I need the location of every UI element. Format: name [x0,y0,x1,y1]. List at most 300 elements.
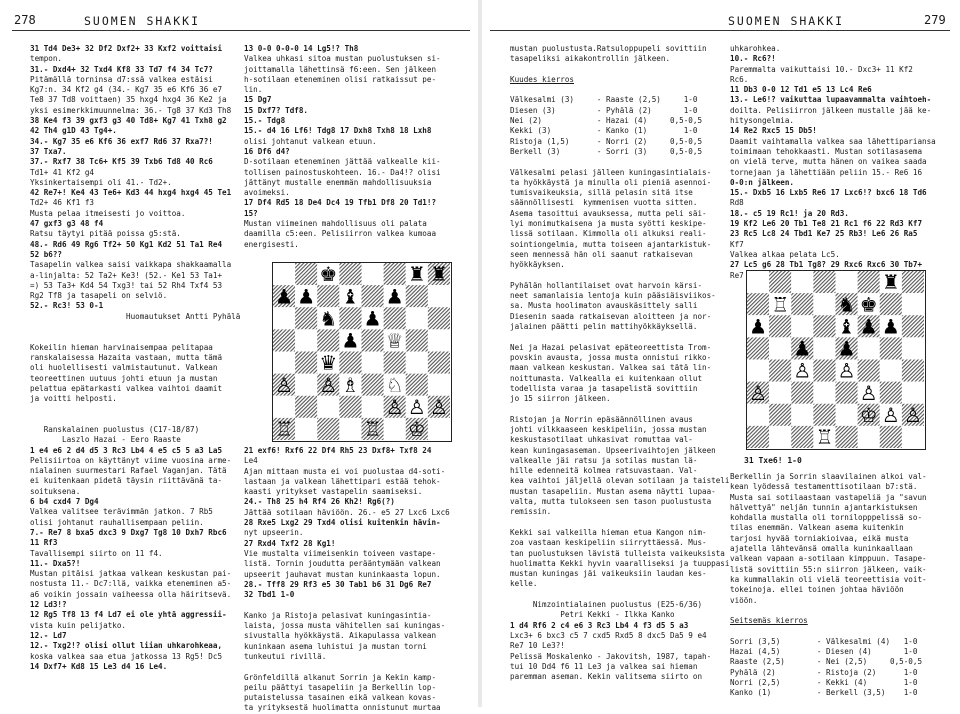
text-line: Ristojan ja Norrin epäsäännöllinen avaus [510,414,693,424]
board-square [902,337,924,359]
text-line: ajatella lähtevänsä omalla kuninkaallaan [730,544,913,554]
board-square [836,271,858,293]
text-line: Pitämällä torninsa d7:ssä valkea estäisi [30,74,213,84]
text-line: valkean vapaan a-sotilaan kimppuun. Tasape- [730,554,927,564]
chess-piece [430,396,448,419]
board-square [362,396,384,418]
chess-piece [275,374,293,397]
chess-piece [319,307,337,330]
text-line: 34.- Kg7 35 e6 Kf6 36 exf7 Rd6 37 Rxa7?! [30,136,213,146]
board-square [339,307,361,329]
board-square [317,418,339,440]
text-line: koska valkea saa etua jatkossa 13 Rg5! Dc5 [30,651,223,661]
board-square [791,382,813,404]
board-square [428,329,450,351]
text-line: Le4 [244,456,258,466]
text-line: hyökkäyksen. [510,260,565,270]
text-line: lyi monimutkaisena ja musta syötti keskipe- [510,219,707,229]
text-line [730,606,952,616]
text-line [30,322,236,332]
text-line: 15.- Dxb5 16 Lxb5 Re6 17 Lxc6!? bxc6 18 Td6 [730,188,927,198]
chess-piece [749,382,767,405]
board-square [428,374,450,396]
text-line: jalainen päätti pelin mattihyökkäyksellä. [510,322,698,332]
text-line: Re7 10 Le3?! [510,641,565,651]
board-square [428,418,450,440]
text-line: tempon. [30,54,63,64]
text-column-4b [730,472,952,702]
chess-piece [860,404,878,427]
text-line: tui 10 Dd4 f6 11 Le3 ja valkea sai hieman [510,661,698,671]
text-line: Kf7 [730,239,744,249]
chess-piece [275,418,293,441]
board-square [769,382,791,404]
text-line: 48.- Rd6 49 Rg6 Tf2+ 50 Kg1 Kd2 51 Ta1 Re4 [30,239,223,249]
text-column-4a [730,44,952,284]
text-line: Daamit vaihtamalla valkea saa lähettipariansa [730,136,936,146]
text-line: putaistelussa tasainen eikä valkean kovas- [244,693,437,703]
board-square [317,329,339,351]
board-square [858,360,880,382]
text-line: 14 Dxf7+ Kd8 15 Le3 d4 16 Le4. [30,661,168,671]
text-line: hille edenneitä kolmea ratsuvastaan. Val- [510,466,698,476]
text-line: 18.- c5 19 Rc1! ja 20 Rd3. [730,208,849,218]
text-line: Pyhälän hollantilaiset ovat harvoin kärsi- [510,280,703,290]
right-page [480,0,960,707]
text-line: lissä sotilaan. Kimmolla oli alkuksi reali- [510,229,707,239]
text-line: Nei (2) - Hazai (4) 0,5-0,5 [510,116,703,126]
text-line: 19 Kf2 Le6 20 Tb1 Te8 21 Rc1 f6 22 Rd3 Kf7 [730,219,923,229]
text-line: zoa vastaan keskipeliin siirryttäessä. Mus- [510,538,707,548]
board-square [428,352,450,374]
board-square [858,271,880,293]
text-line: 14 Re2 Rxc5 15 Db5! [730,126,817,136]
chess-piece [386,330,404,353]
text-line: tollisen painostuskohteen. 16.- Da4!? olisi [244,167,441,177]
text-line: povskin avausta, jossa musta onnistui rikko- [510,352,712,362]
text-line: Valkea valitsee terävimmän jatkon. 7 Rb5 [30,507,213,517]
text-line: Jättää sotilaan häviöön. 26.- e5 27 Lxc6 Lxc6 [244,507,450,517]
text-line: kean lyödessä testamenttisotilaan b7:stä. [730,482,918,492]
board-square [295,374,317,396]
board-square [406,329,428,351]
text-line [510,85,722,95]
board-square [406,285,428,307]
board-square [362,374,384,396]
board-square [836,426,858,448]
board-square [384,418,406,440]
text-line [510,332,722,342]
text-line: kelle. [510,579,538,589]
chess-piece [793,360,811,383]
text-line: 15? [244,208,258,218]
chess-piece [860,315,878,338]
text-line: Rd8 [730,198,744,208]
board-square [317,285,339,307]
header-rule [490,30,950,31]
board-square [273,396,295,418]
text-line: Rg2 Tf8 ja tasapeli on selviö. [30,291,168,301]
text-line: upseerit jauhavat mustan kuninkaasta lopun. [244,569,441,579]
chess-piece [838,338,856,361]
text-line: 52 b6?? [30,249,63,259]
text-line: 31 Td4 De3+ 32 Df2 Dxf2+ 33 Kxf2 voittaisi [30,44,223,53]
board-square [362,285,384,307]
text-line: valkealle jäi ratsu ja sotilas mustan lä- [510,455,698,465]
text-line: Laszlo Hazai - Eero Raaste [30,435,181,445]
text-line: todellista varaa ja tasapelistä sovittiin [510,383,698,393]
board-square [769,360,791,382]
text-line [244,662,474,672]
board-square [813,337,835,359]
chess-piece [342,330,360,353]
text-line [730,626,952,636]
text-line: 47 gxf3 g3 48 f4 [30,219,104,229]
board-square [902,293,924,315]
text-line: 17 Df4 Rd5 18 De4 Dc4 19 Tfb1 Df8 20 Td1!? [244,198,437,208]
text-line: sivustalla hyökkäystä. Aikapulassa valkean [244,631,437,641]
text-line: kea vaihtoi jäljellä olevan sotilaan ja taisteli [510,476,730,486]
text-line: daamilla c5:een. Pelisiirron valkea kumoaa [244,229,437,239]
text-line: 37 Txa7. [30,146,67,156]
text-line: Ratsu täytyi pitää poissa g5:stä. [30,229,181,239]
text-line: Välkesalmi (3) - Raaste (2,5) 1-0 [510,95,698,105]
text-line: tan puolustuksen lävistä tulleista vaikeuksista [510,548,725,558]
text-line: uhkarohkea. [730,44,781,53]
board-square [791,426,813,448]
board-square [273,307,295,329]
board-square [362,263,384,285]
board-square [813,293,835,315]
text-line: lastaan ja valkean lähettipari estää tehok- [244,476,441,486]
text-line: 32 Tbd1 1-0 [244,590,295,600]
board-square [769,315,791,337]
text-line [510,518,722,528]
text-line: Ranskalainen puolustus (C17-18/87) [30,424,200,434]
text-line: Berkellin ja Sorrin slaavilainen alkoi val- [730,472,927,481]
board-square [747,337,769,359]
text-line: laista, jossa musta vähitellen sai kuningas- [244,621,446,631]
text-line: 42 Th4 g1D 43 Tg4+. [30,126,117,136]
text-line: 27 Rxd4 Txf2 28 Kg1! [244,538,336,548]
text-line: h-sotilaan eteneminen olisi ratkaissut pe- [244,74,437,84]
text-line: ta hyökkäystä ja minulla oli pieniä asennoi- [510,177,712,187]
text-line: 15.- d4 16 Lf6! Tdg8 17 Dxh8 Txh8 18 Lxh8 [244,126,432,136]
chess-piece [882,271,900,294]
text-line: Re7 [730,270,744,280]
text-line: kohdalla mustalla oli tornilopppelissä so- [730,513,923,523]
board-square [295,396,317,418]
board-square [295,418,317,440]
board-square [902,271,924,293]
text-line [30,332,236,342]
board-square [273,263,295,285]
text-line: 27 Lc5 g6 28 Tb1 Tg8? 29 Rxc6 Rxc6 30 Tb7+ [730,260,923,270]
text-line: 15 Dg7 [244,95,272,105]
text-line: a-linjalta: 52 Ta2+ Ke3! (52.- Ke1 53 Ta1+ [30,270,223,280]
text-line: Kanko ja Ristoja pelasivat kuningasintia- [244,610,432,620]
text-line: ranskalaisessa Hazaita vastaan, mutta tämä [30,352,223,362]
text-line: ta yrityksestä huolimatta onnistunut murtaa [244,703,441,713]
text-line: D-sotilaan eteneminen jättää valkealle kii- [244,157,441,167]
chess-piece [342,285,360,308]
text-line: 42 Re7+! Ke4 43 Te6+ Kd3 44 hxg4 hxg4 45 Te1 [30,188,232,198]
text-line [510,404,722,414]
text-line: lin. [244,85,263,95]
text-line: olisi johtanut rauhallisempaan peliin. [30,517,204,527]
text-line: Grönfeldillä alkanut Sorrin ja Kekin kamp- [244,672,437,682]
chess-piece [771,293,789,316]
text-line: 11 Rf3 [30,538,58,548]
text-line: kuninkaan asema luhistui ja mustan torni [244,641,427,651]
chessboard-icon [747,271,924,448]
text-line: 12.- Txg2!? olisi ollut liian uhkarohkeaa, [30,641,223,651]
text-line: 1 e4 e6 2 d4 d5 3 Rc3 Lb4 4 e5 c5 5 a3 La5 [30,445,223,455]
text-line: Kuudes kierros [510,74,575,84]
text-line: Hazai (4,5) - Diesen (4) 1-0 [730,647,918,657]
text-line [244,600,474,610]
board-square [836,404,858,426]
text-line: viöön. [730,595,758,605]
text-line: 10.- Rc6?! [730,54,776,64]
board-square [273,329,295,351]
board-square [406,374,428,396]
text-line: 12 Rg5 Tf8 13 f4 Ld7 ei ole yhtä aggressii- [30,610,227,620]
text-line: säännöllisesti kymmenisen vuotta sitten. [510,198,698,208]
page-number: 279 [924,13,946,27]
text-column-2 [244,44,474,259]
text-line: 16 Df6 d4? [244,146,290,156]
board-square [813,404,835,426]
text-line: Td2+ 46 Kf1 f3 [30,198,95,208]
text-line: 28.- Tff8 29 Rf3 e5 30 Tab1 b6 31 Dg6 Re7 [244,579,432,589]
text-line: Ristoja (1,5) - Norri (2) 0,5-0,5 [510,136,703,146]
text-line: valta, mutta tulokseen sen tason puolustusta [510,497,712,507]
text-line: Petri Kekki - Ilkka Kanko [510,610,675,620]
chess-piece [386,374,404,397]
text-line: 12.- Ld7 [30,630,67,640]
chess-piece [319,374,337,397]
text-line: nialainen suurmestari Rafael Vaganjan. Tätä [30,466,227,476]
text-line: jo 15 siirron jälkeen. [510,394,611,404]
text-line: Norri (2,5) - Kekki (4) 1-0 [730,677,918,687]
chess-piece [408,396,426,419]
text-line: 0-0:n jälkeen. [730,177,795,187]
chess-diagram [272,262,452,442]
board-square [747,293,769,315]
board-square [339,263,361,285]
board-square [295,307,317,329]
text-line: a6 voikin jossain vaiheessa olla häiritsevä. [30,589,232,599]
board-square [384,263,406,285]
board-square [747,426,769,448]
text-line: 15.- Tdg8 [244,116,286,126]
text-line: Sorri (3,5) - Välkesalmi (4) 1-0 [730,636,918,646]
chess-diagram [746,270,926,450]
chess-piece [816,426,834,449]
text-line: pelattua epätarkasti valkea vaihtoi daamit [30,383,223,393]
text-line: keskustasotilaat uhkasivat romuttaa val- [510,435,693,445]
text-line: nyt upseerin. [244,528,304,538]
page-number: 278 [14,13,36,27]
board-square [769,426,791,448]
text-line: Pelissä Moskalenko - Jakovitsh, 1987, tapah- [510,651,712,661]
chess-piece [364,307,382,330]
text-line: peilu päättyi tasapeliin ja Berkellin lop- [244,682,437,692]
text-line: Musta pelaa itmeisesti jo voittoa. [30,208,186,218]
text-line: =) 53 Ta3+ Kd4 54 Txg3! tai 52 Rh4 Txf4 53 [30,280,223,290]
board-square [406,352,428,374]
text-line: kaasti yritykset vastapelin saamiseksi. [244,487,423,497]
text-line: joittamalla lähettinsä f6:een. Sen jälkeen [244,64,437,74]
board-square [858,337,880,359]
board-square [902,360,924,382]
board-square [813,315,835,337]
board-square [339,396,361,418]
text-line: toimimaan tehokkaasti. Mustan sotilasasema [730,146,923,156]
running-head: SUOMEN SHAKKI [728,14,845,28]
chess-piece [297,285,315,308]
text-line: mustan kuningas jäi vaikeuksiin laudan kes- [510,569,707,579]
text-line: Nimzointialainen puolustus (E25-6/36) [510,600,703,610]
text-line: 6 b4 cxd4 7 Dg4 [30,497,99,507]
diagram-caption: 31 Txe6! 1-0 [744,456,802,465]
text-line: Kekki sai valkeilla hieman etua Kangon nim- [510,527,707,537]
board-square [362,352,384,374]
text-line: 11.- Dxa5?! [30,558,81,568]
board-square [295,352,317,374]
text-line: ja voitti helposti. [30,394,117,404]
text-line: 37.- Rxf7 38 Tc6+ Kf5 39 Txb6 Td8 40 Rc6 [30,157,213,167]
chessboard-icon [273,263,450,440]
chess-piece [838,360,856,383]
text-line: Yksinkertaisempi oli 41.- Td2+. [30,177,172,187]
text-column-1 [30,44,241,694]
chess-piece [838,293,856,316]
text-line: tunkeutui rivillä. [244,651,327,661]
chess-piece [838,315,856,338]
text-line: Te8 37 Td8 voittaen) 35 hxg4 hxg4 36 Ke2 ja [30,95,227,105]
text-line: Berkell (3) - Sorri (3) 0,5-0,5 [510,146,703,156]
board-square [384,352,406,374]
chess-piece [319,263,337,286]
text-line [30,415,236,425]
text-line: Kokeilin hieman harvinaisempaa pelitapaa [30,342,213,352]
text-line: remissin. [510,507,552,517]
header-rule [12,30,470,31]
text-line: 23 Rc5 Lc8 24 Tbd1 Ke7 25 Rb3! Le6 26 Ra5 [730,229,918,239]
text-line: Td1+ 41 Kf2 g4 [30,167,95,177]
text-line: Asema tasoittui avauksessa, mutta peli säi- [510,208,707,218]
board-square [406,307,428,329]
text-line: 13 0-0 0-0-0 14 Lg5!? Th8 [244,44,359,53]
left-page [0,0,480,713]
chess-piece [749,315,767,338]
text-line: sointiongelmia, mutta toiseen ajantarkistuk- [510,239,712,249]
text-line: 15 Dxf7? Tdf8. [244,105,309,115]
text-line: Raaste (2,5) - Nei (2,5) 0,5-0,5 [730,657,923,667]
text-line: huolimatta Kekki hyvin vaaralliseksi ja tuuppasi [510,558,730,568]
text-line: tarjosi hyvää torniakioivaa, eikä musta [730,533,913,543]
text-line: Kekki (3) - Kanko (1) 1-0 [510,126,698,136]
board-square [769,271,791,293]
text-line: tornejaan ja lähettiään peliin 15.- Re6 16 [730,167,923,177]
text-column-2b [244,446,474,713]
text-line: maan valkean keskustan. Valkea sai tätä lin- [510,363,712,373]
running-head: SUOMEN SHAKKI [84,14,201,28]
text-line: Kg7:n. 34 Kf2 g4 (34.- Kg7 35 e6 Kf6 36 e7 [30,85,223,95]
board-square [813,382,835,404]
text-line: 52.- Rc3! 53 0-1 [30,301,104,311]
text-line: 13.- Le6!? vaikuttaa lupaavammalta vaihtoeh- [730,95,932,105]
chess-piece [793,338,811,361]
text-line: mustan puolustusta.Ratsuloppupeli sovittiin [510,44,707,53]
text-line: Rc6. [730,74,749,84]
text-line: hälvettyä" neljän tunnin ajantarkistuksen [730,502,918,512]
text-line: oli huolellisesti valmistautunut. Valkean [30,363,218,373]
chess-piece [342,374,360,397]
text-line: Valkea alkaa pelata Lc5. [730,249,840,259]
text-line: tasapeliksi aikakontrollin jälkeen. [510,54,671,64]
text-line: Tasapelin valkea saisi vaikkapa shakkaamalla [30,260,232,270]
board-square [769,404,791,426]
text-line: Valkea uhkasi sitoa mustan puolustuksen si- [244,54,441,64]
board-square [791,293,813,315]
text-line: paremman aseman. Kekin valitsema siirto on [510,672,703,682]
text-line: Diesenin saada ratkaisevan aloitteen ja nor- [510,311,712,321]
board-square [902,426,924,448]
board-square [339,418,361,440]
text-line: 21 exf6! Rxf6 22 Df4 Rh5 23 Dxf8+ Txf8 24 [244,446,432,455]
text-line: noittumasta. Valkealla ei kuitenkaan ollut [510,373,703,383]
text-line: Pelisiirtoa on käyttänyt viime vuosina arme- [30,455,232,465]
text-line: neet samanlaisia lentoja kuin pääsiäisviikos- [510,291,716,301]
text-line [510,271,722,281]
text-line: Paremmalta vaikuttaisi 10.- Dxc3+ 11 Kf2 [730,64,913,74]
text-line: Mustan viimeinen mahdollisuus oli palata [244,219,427,229]
board-square [858,426,880,448]
text-line: mustan tasapeliin. Mustan asema näytti lupaa- [510,486,716,496]
text-line: avoimeksi. [244,188,290,198]
chess-piece [904,404,922,427]
text-line: Tavallisempi siirto on 11 f4. [30,548,163,558]
text-line: vista kuin pelijatko. [30,620,127,630]
text-line: Lxc3+ 6 bxc3 c5 7 cxd5 Rxd5 8 dxc5 Da5 9 e4 [510,630,707,640]
board-square [339,352,361,374]
text-line [30,404,236,414]
board-square [769,337,791,359]
text-line: 31.- Dxd4+ 32 Txd4 Kf8 33 Td7 f4 34 Tc7? [30,64,213,74]
text-line: 28 Rxe5 Lxg2 29 Txd4 olisi kuitenkin hävin- [244,518,441,528]
board-square [362,329,384,351]
board-square [791,315,813,337]
text-line: nostusta 11.- Dc7:llä, vaikka eteneminen a5- [30,579,232,589]
board-square [880,293,902,315]
text-line: tumisvaikeuksia, sillä pelasin sitä itse [510,188,693,198]
text-line: yksi esimerkkimuunnelma: 36.- Tg8 37 Kd3 Th8 [30,105,232,115]
text-line: listä sovittiin 55:n siirron jälkeen, vaik- [730,564,927,574]
text-line: 12 Ld3!? [30,600,67,610]
board-square [902,315,924,337]
text-line: Musta sai sotilaastaan vastapeliä ja "savun [730,492,927,502]
board-square [428,307,450,329]
text-line: 38 Ke4 f3 39 gxf3 g3 40 Td8+ Kg7 41 Txh8 g2 [30,116,227,126]
text-column-3 [510,44,730,694]
text-line: jättänyt mustalle enemmän mahdollisuuksia [244,177,432,187]
text-line: johti vilkkaaseen keskipeliin, jossa mustan [510,424,707,434]
chess-piece [408,418,426,441]
board-square [273,352,295,374]
